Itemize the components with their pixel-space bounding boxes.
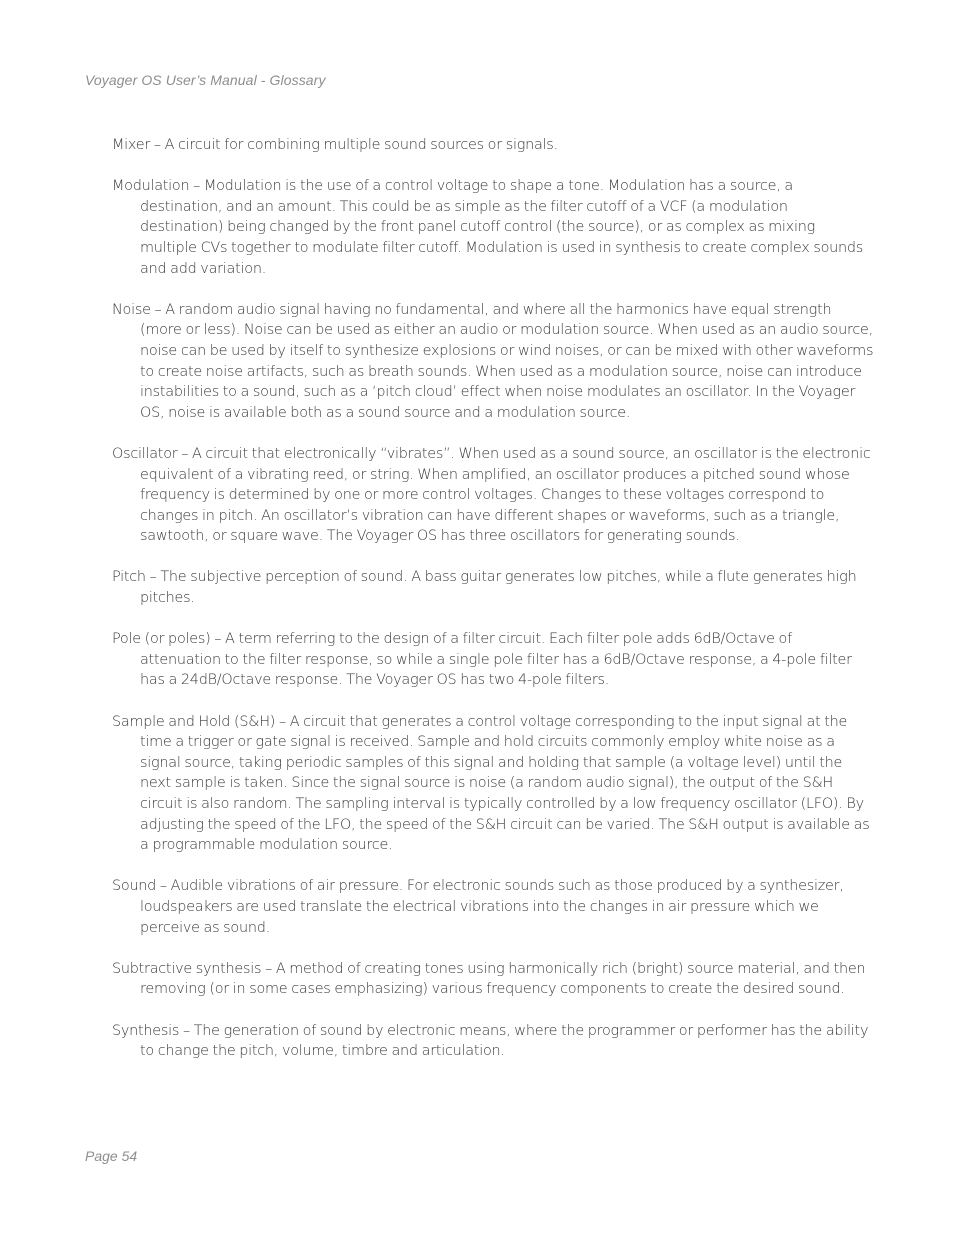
- glossary-entry-subtractive-synthesis: Subtractive synthesis – A method of creating tones using harmonically rich (bright) source material, and then removing (or in some cases emphasizing) various frequency components to create the desired sound.: [112, 960, 866, 998]
- glossary-entry-noise: Noise – A random audio signal having no fundamental, and where all the harmonics have equal strength (more or less). Noise can be used as either an audio or modulation source. When used as an audio source, noise can be used by itself to synthesize explosions or wind noises, or can be mixed with other waveforms to create noise artifacts, such as breath sounds. When used as a modulation source, noise can introduce instabilities to a sound, such as a ‘pitch cloud’ effect when noise modulates an oscillator. In the Voyager OS, noise is available both as a sound source and a modulation source.: [112, 301, 874, 421]
- glossary-entry-sound: Sound – Audible vibrations of air pressure. For electronic sounds such as those produced by a synthesizer, loudspeakers are used translate the electrical vibrations into the changes in air pressure which we perceive as sound.: [112, 878, 844, 936]
- page-number: Page 54: [85, 1148, 138, 1164]
- glossary-entry-pole: Pole (or poles) – A term referring to the design of a filter circuit. Each filter pole adds 6dB/Octave of attenuation to the filter response, so while a single pole filter has a 6dB/Octave response, a 4-pole filter has a 24dB/Octave response. The Voyager OS has two 4-pole filters.: [112, 631, 852, 689]
- glossary-entry-modulation: Modulation – Modulation is the use of a control voltage to shape a tone. Modulation has a source, a destination, and an amount. This could be as simple as the filter cutoff of a VCF (a modulation destination) being changed by the front panel cutoff control (the source), or as complex as mixing multiple CVs together to modulate filter cutoff. Modulation is used in synthesis to create complex sounds and add variation.: [112, 178, 864, 277]
- glossary-entry-oscillator: Oscillator – A circuit that electronically “vibrates”. When used as a sound source, an oscillator is the electronic equivalent of a vibrating reed, or string. When amplified, an oscillator produces a pitched sound whose frequency is determined by one or more control voltages. Changes to these voltages correspond to changes in pitch. An oscillator’s vibration can have different shapes or waveforms, such as a triangle, sawtooth, or square wave. The Voyager OS has three oscillators for generating sounds.: [112, 445, 871, 545]
- glossary-entry-mixer: Mixer – A circuit for combining multiple sound sources or signals.: [112, 137, 558, 153]
- glossary-entry-sample-and-hold: Sample and Hold (S&H) – A circuit that generates a control voltage corresponding to the input signal at the time a trigger or gate signal is received. Sample and hold circuits commonly employ white noise as a signal source, taking periodic samples of this signal and holding that sample (a voltage level) until the next sample is taken. Since the signal source is noise (a random audio signal), the output of the S&H circuit is also random. The sampling interval is typically controlled by a low frequency oscillator (LFO). By adjusting the speed of the LFO, the speed of the S&H circuit can be varied. The S&H output is available as a programmable modulation source.: [112, 713, 870, 854]
- glossary-entry-synthesis: Synthesis – The generation of sound by electronic means, where the programmer or performer has the ability to change the pitch, volume, timbre and articulation.: [112, 1022, 869, 1060]
- glossary-entry-pitch: Pitch – The subjective perception of sound. A bass guitar generates low pitches, while a flute generates high pitches.: [112, 569, 857, 607]
- running-header: Voyager OS User’s Manual - Glossary: [85, 72, 326, 88]
- glossary-list: [112, 135, 874, 1082]
